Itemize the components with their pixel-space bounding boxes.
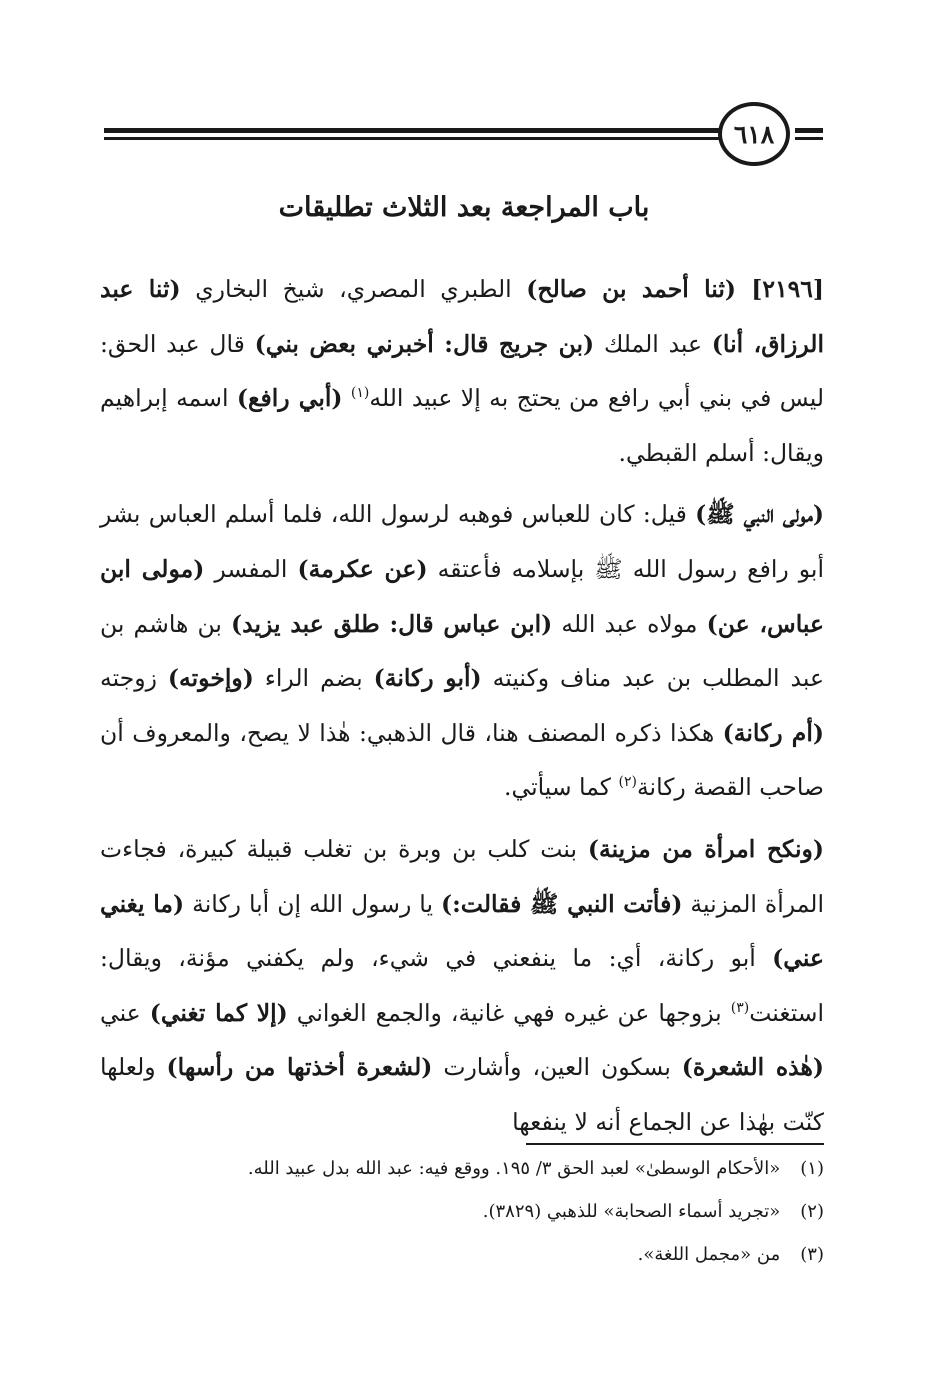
page-number: ٦١٨	[733, 119, 775, 149]
quoted-text: (فأتت النبي ﷺ فقالت:)	[441, 889, 683, 918]
quoted-text: (ونكح امرأة من مزينة)	[587, 834, 824, 863]
footnote-3	[120, 1238, 824, 1281]
quoted-text: (إلا كما تغني)	[149, 998, 288, 1027]
quoted-text: (ثنا عبد الرزاق، أنا)	[100, 275, 824, 358]
commentary-text: اسمه إبراهيم ويقال: أسلم القبطي.	[100, 384, 824, 467]
commentary-text: هكذا ذكره المصنف هنا، قال الذهبي: هٰذا لا يصح، والمعروف أن صاحب القصة ركانة	[100, 718, 824, 802]
commentary-text: يا رسول الله إن أبا ركانة	[184, 889, 442, 918]
footnote-2	[120, 1195, 824, 1238]
quoted-text: (هٰذه الشعرة)	[681, 1053, 824, 1082]
quoted-text: (بن جريج قال: أخبرني بعض بني)	[254, 329, 595, 358]
commentary-text	[343, 384, 351, 412]
footnote-separator	[526, 1143, 824, 1145]
footnote-ref: (٣)	[730, 999, 750, 1016]
quoted-text: (أم ركانة)	[722, 718, 824, 747]
header-rule-stub-top	[795, 128, 823, 133]
quoted-text: (أبي رافع)	[236, 384, 343, 413]
quoted-text: (ما يغني عني)	[100, 889, 824, 973]
footnote-number: (٢)	[800, 1201, 824, 1222]
footnote-text: «الأحكام الوسطىٰ» لعبد الحق ٣/ ١٩٥. ووقع فيه: عبد الله بدل عبيد الله.	[247, 1158, 781, 1179]
header-rule-top	[104, 128, 724, 133]
commentary-text: قيل: كان للعباس فوهبه لرسول الله، فلما أسلم العباس بشر أبو رافع رسول الله ﷺ بإسلامه فأعتقه	[100, 500, 825, 583]
commentary-text: الطبري المصري، شيخ البخاري	[180, 275, 527, 303]
commentary-text: بزوجها عن غيره فهي غانية، والجمع الغواني	[287, 998, 731, 1027]
commentary-text: قال عبد الحق: ليس في بني أبي رافع من يحتج به إلا عبيد الله	[100, 329, 824, 413]
quoted-text: (مولى النبي ﷺ)	[695, 500, 824, 529]
page-number-badge	[718, 102, 790, 166]
header-rule-stub-bottom	[795, 137, 823, 140]
commentary-text: عني	[100, 998, 150, 1027]
chapter-title: باب المراجعة بعد الثلاث تطليقات	[278, 192, 650, 223]
quoted-text: [٢١٩٦] (ثنا أحمد بن صالح)	[526, 275, 824, 303]
footnote-text: من «مجمل اللغة».	[637, 1244, 781, 1265]
footnote-number: (٣)	[800, 1244, 824, 1265]
footnote-number: (١)	[800, 1158, 824, 1179]
commentary-text: بنت كلب بن وبرة بن تغلب قبيلة كبيرة، فجاءت المرأة المزنية	[100, 834, 824, 918]
quoted-text: (أبو ركانة)	[373, 664, 482, 693]
paragraph-2	[100, 487, 824, 815]
footnote-ref: (١)	[350, 385, 370, 402]
header-rule-bottom	[104, 137, 724, 140]
commentary-text: كما سيأتي.	[504, 773, 619, 802]
paragraph-3	[100, 822, 824, 1150]
footnote-1	[120, 1152, 824, 1195]
commentary-text: بن هاشم بن عبد المطلب بن عبد مناف وكنيته	[100, 609, 824, 693]
commentary-text: ولعلها كنّت بهٰذا عن الجماع أنه لا ينفعها	[100, 1053, 824, 1136]
main-text	[100, 262, 824, 1150]
commentary-text: بضم الراء	[253, 664, 374, 693]
commentary-text: أبو ركانة، أي: ما ينفعني في شيء، ولم يكفني مؤنة، ويقال: استغنت	[100, 944, 825, 1027]
quoted-text: (عن عكرمة)	[297, 554, 428, 583]
commentary-text: زوجته	[100, 664, 168, 693]
commentary-text: المفسر	[204, 554, 298, 583]
commentary-text: عبد الملك	[594, 329, 712, 358]
quoted-text: (وإخوته)	[167, 664, 254, 693]
commentary-text: بسكون العين، وأشارت	[432, 1053, 682, 1082]
paragraph-1	[100, 262, 824, 480]
footnote-text: «تجريد أسماء الصحابة» للذهبي (٣٨٢٩).	[482, 1201, 781, 1222]
footnotes	[120, 1152, 824, 1281]
footnote-ref: (٢)	[618, 774, 637, 791]
quoted-text: (مولى ابن عباس، عن)	[100, 554, 825, 638]
quoted-text: (لشعرة أخذتها من رأسها)	[166, 1053, 433, 1082]
commentary-text: مولاه عبد الله	[552, 609, 707, 638]
quoted-text: (ابن عباس قال: طلق عبد يزيد)	[231, 609, 553, 638]
